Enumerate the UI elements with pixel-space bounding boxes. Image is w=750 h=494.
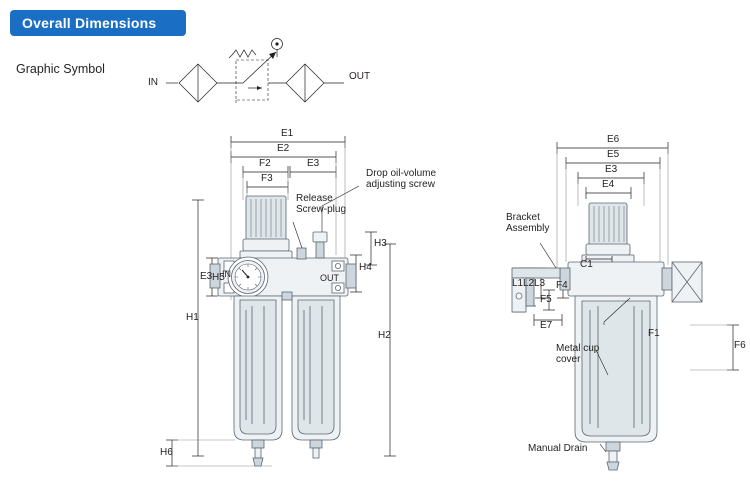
dim-h1: H1 bbox=[186, 312, 199, 323]
dim-f2: F2 bbox=[259, 158, 271, 169]
dim-e2: E2 bbox=[277, 143, 290, 154]
dim-f1: F1 bbox=[648, 328, 660, 339]
port-in-label: IN bbox=[148, 77, 158, 88]
dim-e6: E6 bbox=[607, 134, 620, 145]
dim-e5: E5 bbox=[607, 149, 620, 160]
dim-e3-side: E3 bbox=[605, 164, 618, 175]
graphic-symbol-drawing bbox=[166, 39, 344, 105]
annotation-bracket-1: Bracket bbox=[506, 212, 540, 223]
dim-l1: L1 bbox=[512, 278, 524, 289]
annotation-bracket-2: Assembly bbox=[506, 223, 550, 234]
gauge-port-out-label: OUT bbox=[320, 273, 339, 283]
dim-h6: H6 bbox=[160, 447, 173, 458]
port-out-label: OUT bbox=[349, 71, 371, 82]
annotation-manual-drain: Manual Drain bbox=[528, 443, 588, 454]
side-view-assembly bbox=[512, 203, 702, 470]
dim-h5: H5 bbox=[212, 272, 225, 283]
dim-f3: F3 bbox=[261, 173, 273, 184]
dim-e4: E4 bbox=[602, 179, 615, 190]
dim-e1: E1 bbox=[281, 128, 294, 139]
dim-h2: H2 bbox=[378, 330, 391, 341]
dim-h3: H3 bbox=[374, 238, 387, 249]
dim-f5: F5 bbox=[540, 294, 552, 305]
gauge-port-in-label: IN bbox=[222, 269, 231, 279]
dim-f4: F4 bbox=[556, 280, 568, 291]
dim-e3-top: E3 bbox=[307, 158, 320, 169]
dim-l3: L3 bbox=[534, 278, 546, 289]
graphic-symbol-label: Graphic Symbol bbox=[16, 62, 105, 76]
annotation-release-2: Screw-plug bbox=[296, 204, 347, 215]
annotation-drop-oil-1: Drop oil-volume bbox=[366, 168, 437, 179]
annotation-release-1: Release bbox=[296, 193, 333, 204]
annotation-metal-cup-1: Metal cup bbox=[556, 343, 600, 354]
front-view-assembly bbox=[210, 196, 356, 466]
dim-c1: C1 bbox=[580, 259, 593, 270]
annotation-drop-oil-2: adjusting screw bbox=[366, 179, 435, 190]
dim-e3-left: E3 bbox=[200, 271, 213, 282]
section-title-label: Overall Dimensions bbox=[22, 15, 157, 31]
dim-e7: E7 bbox=[540, 320, 553, 331]
dim-h4: H4 bbox=[359, 262, 372, 273]
dim-f6: F6 bbox=[734, 340, 746, 351]
dim-l2: L2 bbox=[523, 278, 535, 289]
annotation-metal-cup-2: cover bbox=[556, 354, 581, 365]
